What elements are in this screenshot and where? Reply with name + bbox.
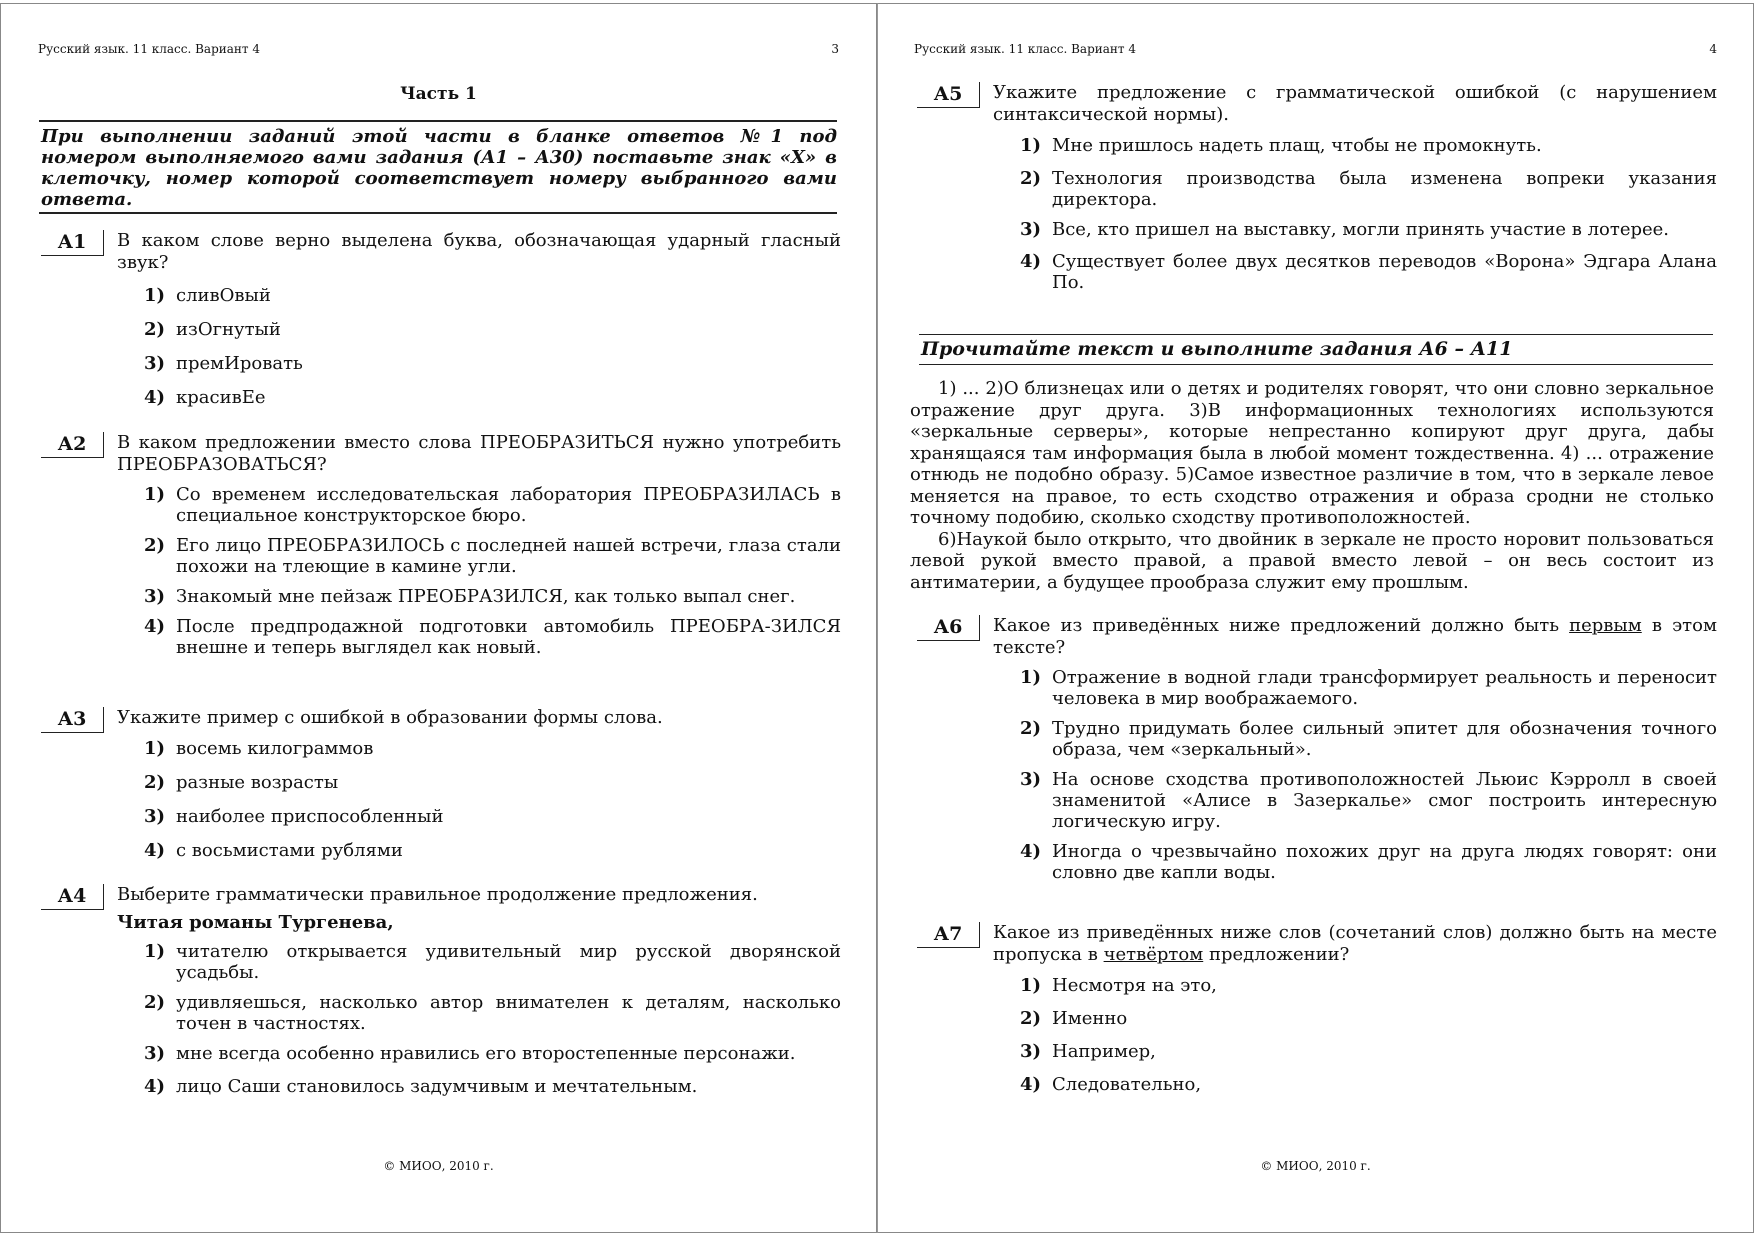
- passage-paragraph: 6)Наукой было открыто, что двойник в зеркале не просто норовит пользоваться левой рукой вместо правой, а правой вместо левой – он весь состоит из антиматерии, а будущее прообраза служит ему прошлым.: [910, 528, 1714, 593]
- option-text: Именно: [1052, 1008, 1128, 1029]
- answer-option: [144, 840, 841, 861]
- answer-option: [144, 535, 841, 577]
- underlined-word: первым: [1569, 615, 1642, 636]
- option-text: На основе сходства противоположностей Льюис Кэрролл в своей знаменитой «Алисе в Зазеркалье» смог построить интересную логическую игру.: [1052, 769, 1717, 832]
- answer-option: [144, 353, 841, 374]
- task-a3: [41, 707, 841, 870]
- option-number: 4): [144, 387, 166, 408]
- option-text: удивляешься, насколько автор внимателен к деталям, насколько точен в частностях.: [176, 992, 841, 1034]
- answer-option: [144, 484, 841, 526]
- question-text: Какое из приведённых ниже предложений должно быть: [993, 615, 1570, 636]
- answer-option: [1020, 1008, 1717, 1029]
- option-text: Отражение в водной глади трансформирует реальность и переносит человека в мир воображаемого.: [1052, 667, 1717, 709]
- answer-option: [144, 772, 841, 793]
- task-label: А3: [41, 707, 104, 733]
- option-text: Несмотря на это,: [1052, 975, 1217, 996]
- task-a7: [917, 922, 1717, 1104]
- page-number: 4: [1709, 42, 1717, 56]
- option-text: сливОвый: [176, 285, 271, 306]
- answer-option: [1020, 667, 1717, 709]
- option-text: Следовательно,: [1052, 1074, 1202, 1095]
- option-number: 2): [144, 535, 166, 556]
- task-question: В каком слове верно выделена буква, обозначающая ударный гласный звук?: [117, 230, 841, 273]
- option-number: 3): [144, 806, 166, 827]
- option-number: 3): [1020, 219, 1042, 240]
- option-text: Например,: [1052, 1041, 1156, 1062]
- task-label: А4: [41, 884, 104, 910]
- task-label: А7: [917, 922, 980, 948]
- task-question: [993, 922, 1717, 966]
- answer-option: [144, 1076, 841, 1097]
- part-title: Часть 1: [400, 84, 477, 104]
- option-text: с восьмистами рублями: [176, 840, 403, 861]
- answer-option: [1020, 718, 1717, 760]
- option-text: разные возрасты: [176, 772, 339, 793]
- task-a5: [917, 82, 1717, 302]
- answer-option: [144, 586, 841, 607]
- option-number: 3): [1020, 769, 1042, 790]
- option-number: 1): [1020, 135, 1042, 156]
- option-text: Технология производства была изменена вопреки указания директора.: [1052, 168, 1717, 210]
- answer-option: [144, 1043, 841, 1064]
- answer-option: [1020, 219, 1717, 240]
- task-label: А6: [917, 615, 980, 641]
- option-number: 3): [144, 586, 166, 607]
- option-number: 4): [1020, 1074, 1042, 1095]
- option-number: 2): [1020, 718, 1042, 739]
- option-number: 2): [144, 992, 166, 1013]
- option-number: 1): [1020, 667, 1042, 688]
- option-text: Со временем исследовательская лаборатория ПРЕОБРАЗИЛАСЬ в специальное конструкторское бюро.: [176, 484, 841, 526]
- task-question: [993, 615, 1717, 659]
- option-number: 4): [144, 840, 166, 861]
- option-number: 2): [1020, 168, 1042, 189]
- answer-option: [1020, 1041, 1717, 1062]
- question-text: предложении?: [1203, 944, 1350, 965]
- answer-options: [144, 285, 841, 408]
- page-header-title: Русский язык. 11 класс. Вариант 4: [38, 42, 261, 56]
- answer-option: [144, 285, 841, 306]
- option-number: 1): [144, 285, 166, 306]
- option-number: 4): [144, 616, 166, 637]
- sentence-start: Читая романы Тургенева,: [117, 912, 394, 933]
- answer-option: [1020, 769, 1717, 832]
- task-label: А5: [917, 82, 980, 108]
- task-question: Укажите предложение с грамматической ошибкой (с нарушением синтаксической нормы).: [993, 82, 1717, 125]
- question-text: в этом тексте?: [993, 615, 1717, 658]
- answer-options: [144, 484, 841, 658]
- task-a4: [41, 884, 841, 1106]
- answer-option: [1020, 975, 1717, 996]
- task-a1: [41, 230, 841, 417]
- option-text: Иногда о чрезвычайно похожих друг на друга людях говорят: они словно две капли воды.: [1052, 841, 1717, 883]
- reading-section-heading: Прочитайте текст и выполните задания А6 – А11: [919, 334, 1713, 365]
- answer-option: [144, 738, 841, 759]
- task-label: А1: [41, 230, 104, 256]
- option-text: читателю открывается удивительный мир русской дворянской усадьбы.: [176, 941, 841, 983]
- option-number: 3): [144, 1043, 166, 1064]
- page-footer: © МИОО, 2010 г.: [1260, 1159, 1371, 1173]
- reading-passage: [910, 378, 1714, 593]
- option-text: красивЕе: [176, 387, 266, 408]
- answer-option: [1020, 841, 1717, 883]
- page-number: 3: [831, 42, 839, 56]
- answer-option: [144, 319, 841, 340]
- answer-option: [1020, 168, 1717, 210]
- answer-option: [144, 616, 841, 658]
- answer-option: [1020, 1074, 1717, 1095]
- option-text: Мне пришлось надеть плащ, чтобы не промокнуть.: [1052, 135, 1542, 156]
- option-number: 2): [144, 319, 166, 340]
- page-header-title: Русский язык. 11 класс. Вариант 4: [914, 42, 1137, 56]
- option-number: 2): [144, 772, 166, 793]
- task-question: Выберите грамматически правильное продолжение предложения.: [117, 884, 758, 905]
- task-a2: [41, 432, 841, 667]
- option-number: 1): [1020, 975, 1042, 996]
- option-text: лицо Саши становилось задумчивым и мечтательным.: [176, 1076, 698, 1097]
- option-text: восемь килограммов: [176, 738, 374, 759]
- task-a6: [917, 615, 1717, 892]
- task-question: Укажите пример с ошибкой в образовании формы слова.: [117, 707, 663, 728]
- instruction-box: При выполнении заданий этой части в бланке ответов №1 под номером выполняемого вами задания (А1 – А30) поставьте знак «Х» в клеточку, номер которой соответствует номеру выбранного вами ответа.: [39, 120, 837, 214]
- option-number: 1): [144, 941, 166, 962]
- answer-options: [1020, 667, 1717, 883]
- option-number: 1): [144, 484, 166, 505]
- option-text: Существует более двух десятков переводов «Ворона» Эдгара Алана По.: [1052, 251, 1717, 293]
- answer-option: [144, 387, 841, 408]
- option-text: Все, кто пришел на выставку, могли принять участие в лотерее.: [1052, 219, 1670, 240]
- option-number: 4): [144, 1076, 166, 1097]
- option-number: 3): [1020, 1041, 1042, 1062]
- underlined-word: четвёртом: [1103, 944, 1204, 965]
- answer-option: [1020, 135, 1717, 156]
- option-text: наиболее приспособленный: [176, 806, 444, 827]
- answer-options: [1020, 975, 1717, 1095]
- left-page: [0, 3, 877, 1233]
- page-footer: © МИОО, 2010 г.: [383, 1159, 494, 1173]
- option-number: 4): [1020, 251, 1042, 272]
- answer-options: [1020, 135, 1717, 293]
- right-page: [877, 3, 1754, 1233]
- option-text: После предпродажной подготовки автомобиль ПРЕОБРА-ЗИЛСЯ внешне и теперь выглядел как новый.: [176, 616, 841, 658]
- option-number: 4): [1020, 841, 1042, 862]
- answer-option: [1020, 251, 1717, 293]
- option-text: премИровать: [176, 353, 303, 374]
- option-number: 1): [144, 738, 166, 759]
- answer-options: [144, 738, 841, 861]
- answer-option: [144, 941, 841, 983]
- option-text: изОгнутый: [176, 319, 281, 340]
- option-number: 3): [144, 353, 166, 374]
- option-text: Трудно придумать более сильный эпитет для обозначения точного образа, чем «зеркальный».: [1052, 718, 1717, 760]
- option-text: Его лицо ПРЕОБРАЗИЛОСЬ с последней нашей встречи, глаза стали похожи на тлеющие в камине угли.: [176, 535, 841, 577]
- answer-option: [144, 992, 841, 1034]
- option-text: Знакомый мне пейзаж ПРЕОБРАЗИЛСЯ, как только выпал снег.: [176, 586, 796, 607]
- answer-option: [144, 806, 841, 827]
- task-label: А2: [41, 432, 104, 458]
- question-text: Какое из приведённых ниже слов (сочетаний слов) должно быть на месте пропуска в: [993, 922, 1717, 965]
- passage-paragraph: 1) ... 2)О близнецах или о детях и родителях говорят, что они словно зеркальное отражение друг друга. 3)В информационных технологиях используются «зеркальные серверы», которые непрестанно копируют друг друга, дабы хранящаяся там информация была в любой момент тождественна. 4) ... отражение отнюдь не подобно образу. 5)Самое известное различие в том, что в зеркале левое меняется на правое, то есть сходство отражения и образа сродни не столько точному подобию, сколько сходству противоположностей.: [910, 378, 1714, 528]
- option-text: мне всегда особенно нравились его второстепенные персонажи.: [176, 1043, 796, 1064]
- option-number: 2): [1020, 1008, 1042, 1029]
- task-question: В каком предложении вместо слова ПРЕОБРАЗИТЬСЯ нужно употребить ПРЕОБРАЗОВАТЬСЯ?: [117, 432, 841, 475]
- answer-options: [144, 941, 841, 1097]
